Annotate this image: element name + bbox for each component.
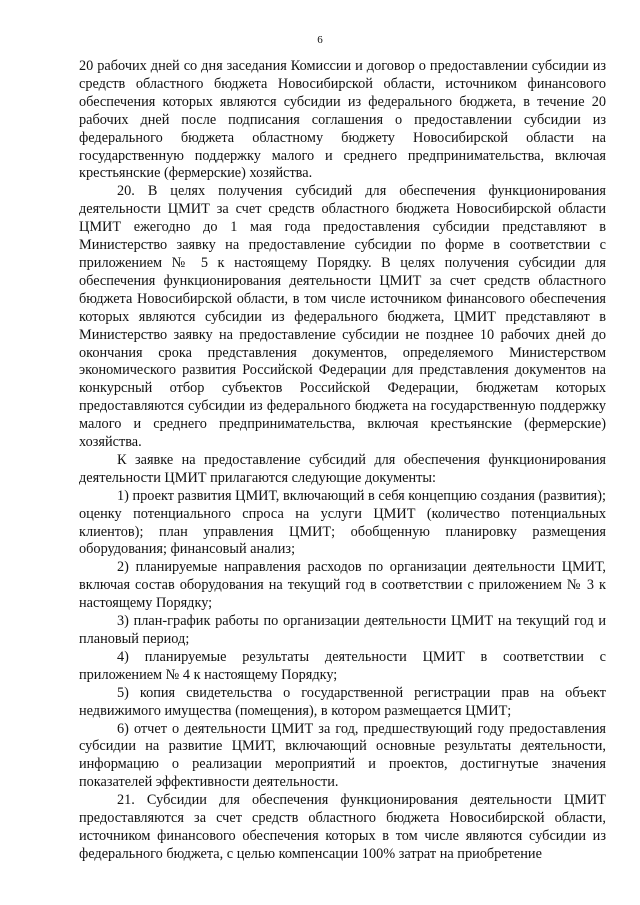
list-item-2: 2) планируемые направления расходов по организации деятельности ЦМИТ, включая состав оборудования на текущий год в соответствии с приложением № 3 к настоящему Порядку; (79, 559, 606, 612)
paragraph-continuation: 20 рабочих дней со дня заседания Комиссии и договор о предоставлении субсидии из средств областного бюджета Новосибирской области, источником финансового обеспечения которых являются субсидии из федерального бюджета, в течение 20 рабочих дней после подписания соглашения о предоставлении субсидии из федерального бюджета областному бюджету Новосибирской области на государственную поддержку малого и среднего предпринимательства, включая крестьянские (фермерские) хозяйства. (79, 58, 606, 182)
list-item-1: 1) проект развития ЦМИТ, включающий в себя концепцию создания (развития); оценку потенциального спроса на услуги ЦМИТ (количество потенциальных клиентов); план управления ЦМИТ; обобщенную планировку размещения оборудования; финансовый анализ; (79, 487, 606, 558)
list-item-4: 4) планируемые результаты деятельности ЦМИТ в соответствии с приложением № 4 к настоящему Порядку; (79, 648, 606, 683)
page-number: 6 (317, 34, 323, 46)
document-body (79, 58, 606, 864)
list-item-3: 3) план-график работы по организации деятельности ЦМИТ на текущий год и плановый период; (79, 613, 606, 647)
paragraph-attachments-intro: К заявке на предоставление субсидий для обеспечения функционирования деятельности ЦМИТ прилагаются следующие документы: (79, 451, 606, 486)
list-item-5: 5) копия свидетельства о государственной регистрации прав на объект недвижимого имущества (помещения), в котором размещается ЦМИТ; (79, 684, 606, 719)
paragraph-clause-21: 21. Субсидии для обеспечения функционирования деятельности ЦМИТ предоставляются за счет средств областного бюджета Новосибирской области, источником финансового обеспечения которых в том числе являются субсидии из федерального бюджета, с целью компенсации 100% затрат на приобретение (79, 792, 606, 862)
list-item-6: 6) отчет о деятельности ЦМИТ за год, предшествующий году предоставления субсидии на развитие ЦМИТ, включающий основные результаты деятельности, информацию о реализации мероприятий и проектов, достигнутые значения показателей эффективности деятельности. (79, 720, 606, 791)
paragraph-clause-20: 20. В целях получения субсидий для обеспечения функционирования деятельности ЦМИТ за счет средств областного бюджета Новосибирской области ЦМИТ ежегодно до 1 мая года предоставления субсидии представляют в Министерство заявку на предоставление субсидии по форме в соответствии с приложением № 5 к настоящему Порядку. В целях получения субсидии для обеспечения функционирования деятельности ЦМИТ за счет средств областного бюджета Новосибирской области, в том числе источником финансового обеспечения которых являются субсидии из федерального бюджета, ЦМИТ представляют в Министерство заявку на предоставление субсидии не позднее 10 рабочих дней до окончания срока представления документов, определяемого Министерством экономического развития Российской Федерации для представления документов на конкурсный отбор субъектов Российской Федерации, бюджетам которых предоставляются субсидии из федерального бюджета на государственную поддержку малого и среднего предпринимательства, включая крестьянские (фермерские) хозяйства. (79, 183, 606, 451)
